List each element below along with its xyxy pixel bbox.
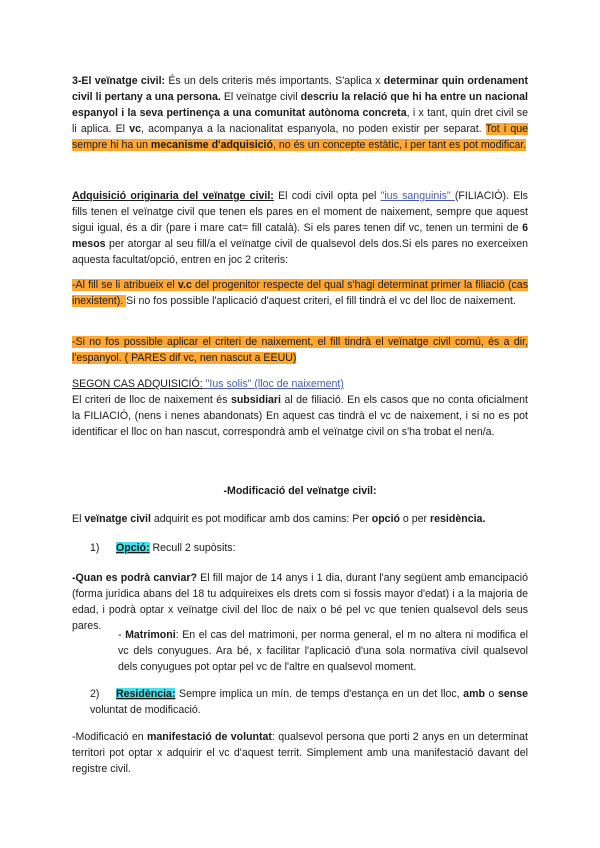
paragraph-veinatge-civil: 3-El veïnatge civil: És un dels criteris més importants. S'aplica x determinar quin ordenament civil li pertany a una persona. El veïnatge civil descriu la relació que hi ha entre un nacional espanyol i la seva pertinença a una comunitat autònoma concreta, i x tant, quin dret civil se li aplica. El vc, acompanya a la nacionalitat espanyola, no poden existir per separat. Tot i que sempre hi ha un mecanisme d'adquisició, no és un concepte estàtic, i per tant es pot modificar. (72, 75, 529, 151)
highlight-cyan: Opció: (116, 542, 150, 554)
paragraph-modificacio-intro: El veïnatge civil adquirit es pot modificar amb dos camins: Per opció o per residència. (72, 513, 486, 525)
paragraph-criteri-filiacio: -Al fill se li atribueix el v.c del progenitor respecte del qual s'hagi determinat primer la filiació (cas inexistent). Si no fos possible l'aplicació d'aquest criteri, el fill tindrà el vc del lloc de naixement. (72, 279, 528, 307)
paragraph-matrimoni: - Matrimoni: En el cas del matrimoni, per norma general, el m no altera ni modifica el vc dels conyugues. Ara bé, x facilitar l'aplicació d'una sola normativa civil qualsevol dels conyugues pot optar pel vc de l'altre en qualsevol moment. (118, 629, 528, 673)
list-item-opcio: 1) Opció: Recull 2 supòsits: (90, 542, 236, 554)
list-item-residencia: 2) Residència: Sempre implica un mín. de temps d'estança en un det lloc, amb o sense voluntat de modificació. (90, 688, 528, 716)
highlight-orange: -Si no fos possible aplicar el criteri de naixement, el fill tindrà el veïnatge civil comú, és a dir, l'espanyol. ( PARES dif vc, nen nascut a EEUU) (72, 336, 528, 364)
paragraph-segon-cas: SEGON CAS ADQUISICIÓ: "Ius solis" (lloc de naixement) El criteri de lloc de naixement és subsidiari al de filiació. En els casos que no conta oficialment la FILIACIÓ, (nens i nenes abandonats) En aquest cas tindrà el vc de naixement, i si no es pot identificar el lloc on han nascut, correspondrà amb el veïnatge civil on s'ha trobat el nen/a. (72, 378, 528, 438)
ius-solis-link[interactable]: "Ius solis" (lloc de naixement) (202, 378, 344, 390)
highlight-cyan: Residència: (116, 688, 176, 700)
list-number: 1) (90, 542, 100, 554)
highlight-orange: Tot i que sempre hi ha un mecanisme d'adquisició, no és un concepte estàtic, i per tant es pot modificar. (72, 123, 528, 151)
paragraph-adquisicio-originaria: Adquisició originaria del veïnatge civil: El codi civil opta pel "ius sanguinis" (FILIACIÓ). Els fills tenen el veïnatge civil que tenen els pares en el moment de naixement, sempre que aquest sigui igual, és a dir (pare i mare cat= fill català). Si els pares tenen dif vc, tenen un termini de 6 mesos per atorgar al seu fill/a el veïnatge civil de qualsevol dels dos.Si els pares no exerceixen aquesta facultat/opció, entren en joc 2 criteris: (72, 190, 528, 266)
highlight-orange: -Al fill se li atribueix el v.c del progenitor respecte del qual s'hagi determinat primer la filiació (cas inexistent). (72, 279, 528, 307)
heading-segon-cas: SEGON CAS ADQUISICIÓ: (72, 378, 203, 390)
ius-sanguinis-link[interactable]: "ius sanguinis" (380, 190, 455, 202)
paragraph-quan-canviar: -Quan es podrà canviar? El fill major de 14 anys i 1 dia, durant l'any següent amb emancipació (forma jurídica abans del 18 tu adquireixes els drets com si fossis mayor d'edat) i a la majoria de edad, i podrà optar x veïnatge civil del lloc de naix o bé pel vc que tenien qualsevol dels seus pares. (72, 572, 529, 632)
term-veinatge-civil: 3-El veïnatge civil: (72, 75, 166, 87)
section-title: -Modificació del veïnatge civil: (223, 485, 377, 497)
list-number: 2) (90, 688, 100, 700)
paragraph-manifestacio-voluntat: -Modificació en manifestació de voluntat: qualsevol persona que porti 2 anys en un determinat territori pot optar x adquirir el vc d'aquest territ. Simplement amb una manifestació davant del registre civil. (72, 731, 528, 775)
heading-adquisicio-originaria: Adquisició originaria del veïnatge civil: (72, 190, 274, 202)
paragraph-criteri-comu (72, 334, 528, 366)
